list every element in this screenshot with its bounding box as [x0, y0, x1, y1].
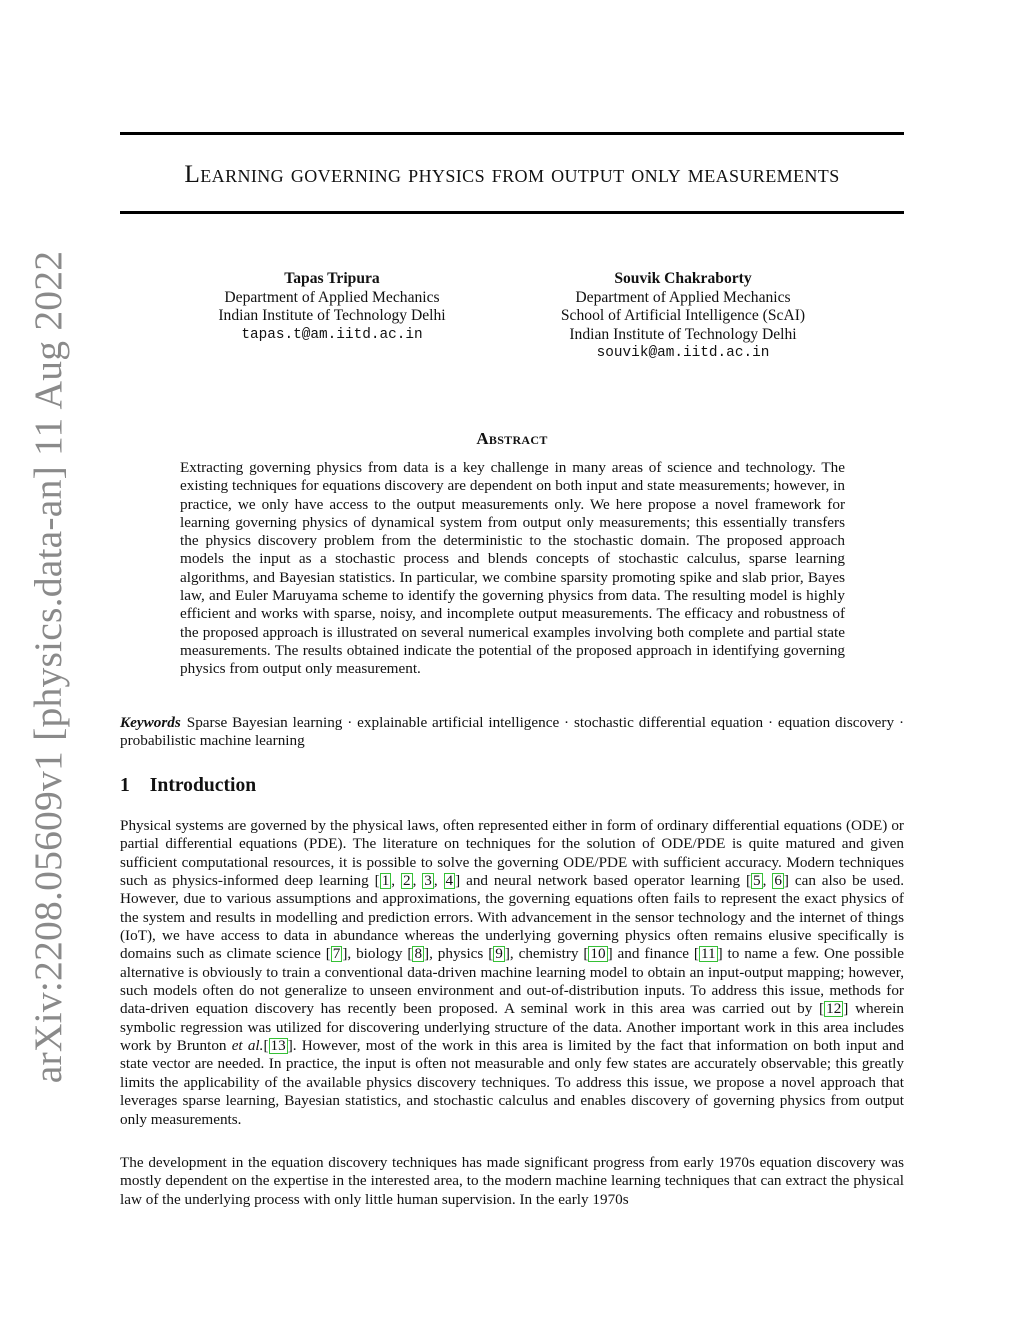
arxiv-identifier-stamp: [26, 250, 70, 1084]
abstract-text: Extracting governing physics from data is a key challenge in many areas of science and technology. The existing techniques for equations discovery are dependent on both input and state measurements; however, in practice, we only have access to the output measurements only. We here propose a novel framework for learning governing physics of dynamical system from output only measurements; this essentially transfers the physics discovery problem from the deterministic to the stochastic domain. The proposed approach models the input as a stochastic process and blends concepts of stochastic calculus, sparse learning algorithms, and Bayesian statistics. In particular, we combine sparsity promoting spike and slab prior, Bayes law, and Euler Maruyama scheme to identify the governing physics from data. The resulting model is highly efficient and works with sparse, noisy, and incomplete output measurements. The efficacy and robustness of the proposed approach is illustrated on several numerical examples involving both complete and partial state measurements. The results obtained indicate the potential of the proposed approach in identifying governing physics from output only measurement.: [180, 459, 845, 678]
author-block-1: [162, 270, 502, 344]
title-bottom-rule: [120, 211, 904, 214]
citation-link[interactable]: 11: [700, 945, 716, 963]
author-block-2: [513, 270, 853, 363]
keywords-line: [120, 714, 904, 751]
paragraph-text: ], chemistry [: [504, 945, 589, 963]
citation-link[interactable]: 10: [590, 945, 606, 963]
citation-link[interactable]: 3: [424, 872, 432, 890]
abstract-heading: Abstract: [476, 429, 548, 448]
author-affiliation: Indian Institute of Technology Delhi: [218, 307, 446, 324]
citation-link[interactable]: 5: [753, 872, 761, 890]
author-affiliation: Indian Institute of Technology Delhi: [569, 325, 797, 343]
title-top-rule: [120, 132, 904, 135]
citation-link[interactable]: 7: [332, 945, 341, 963]
section-title: Introduction: [149, 775, 257, 796]
citation-link[interactable]: 9: [495, 945, 503, 963]
citation-link[interactable]: 12: [826, 1000, 842, 1018]
keywords-label: Keywords: [120, 714, 181, 731]
author-affiliation: School of Artificial Intelligence (ScAI): [560, 307, 806, 324]
keywords-text: Sparse Bayesian learning · explainable artificial intelligence · stochastic differential equation · equation discovery · probabilistic machine learning: [120, 714, 904, 750]
author-affiliation: Department of Applied Mechanics: [224, 288, 440, 306]
et-al-italic: et al.: [231, 1037, 264, 1055]
paragraph-text: ], biology [: [342, 945, 413, 963]
author-email: tapas.t@am.iitd.ac.in: [241, 326, 423, 343]
paragraph-text: ], physics [: [424, 945, 494, 963]
citation-link[interactable]: 1: [381, 872, 390, 890]
arxiv-stamp-text: arXiv:2208.05609v1 [physics.data-an] 11 Aug 2022: [26, 250, 70, 1084]
paper-title: Learning governing physics from output only measurements: [184, 160, 840, 188]
section-number: 1: [120, 775, 130, 796]
paragraph-text: Physical systems are governed by the physical laws, often represented either in form of ordinary differential equations (ODE) or partial differential equations (PDE). The literature on techniques for the solution of ODE/PDE is quite matured and given sufficient computational resources, it is possible to solve the governing ODE/PDE with sufficient accuracy. Modern techniques such as physics-informed deep learning [: [120, 817, 904, 890]
paragraph-text: ] and neural network based operator learning [: [455, 872, 752, 890]
paragraph-text: ] can also be used. However, due to various assumptions and approximations, the governing equations often fails to represent the exact physics of the system and results in modelling and prediction errors. With advancement in the sensor technology and the internet of things (IoT), we have access to data in abundance whereas the underlying governing physics often remains elusive specifically is domains such as climate science [: [120, 872, 905, 963]
paragraph-text: ]. However, most of the work in this area is limited by the fact that information on both input and state vector are needed. In practice, the input is often not measurable and only few states are accurately observable; this greatly limits the applicability of the available physics discovery techniques. To address this issue, we propose a novel approach that leverages sparse learning, Bayesian statistics, and stochastic calculus and enables discovery of governing physics from output only measurements.: [120, 1037, 905, 1128]
author-name: Tapas Tripura: [284, 270, 380, 287]
citation-link[interactable]: 6: [774, 872, 782, 890]
citation-link[interactable]: 4: [445, 872, 454, 890]
intro-paragraph-2: The development in the equation discovery techniques has made significant progress from early 1970s equation discovery was mostly dependent on the expertise in the interested area, to the modern machine learning techniques that can extract the physical law of the underlying process with only little human supervision. In the early 1970s: [120, 1154, 904, 1208]
author-email: souvik@am.iitd.ac.in: [596, 345, 770, 361]
paragraph-text: ] wherein symbolic regression was utilized for discovering underlying structure of the data. Another important work in this area includes work by Brunton: [120, 1000, 904, 1055]
intro-paragraph-1: Physical systems are governed by the physical laws, often represented either in form of ordinary differential equations (ODE) or partial differential equations (PDE). The literature on techniques for the solution of ODE/PDE is quite matured and given sufficient computational resources, it is possible to solve the governing ODE/PDE with sufficient accuracy. Modern techniques such as physics-informed deep learning [ 1 , 2 , 3 , 4 ] and neural network based operator learning [ 5 , 6 ] can also be used. However, due to various assumptions and approximations, the governing equations often fails to represent the exact physics of the system and results in modelling and prediction errors. With advancement in the sensor technology and the internet of things (IoT), we have access to data in abundance whereas the underlying governing physics often remains elusive specifically is domains such as climate science [ 7 ], biology [ 8 ], physics [ 9 ], chemistry [ 10 ] and finance [ 11 ] to name a few. One possible alternative is obviously to train a conventional data-driven machine learning model to obtain an input-output mapping; however, such models often do not generalize to unseen environment and out-of-distribution inputs. To address this issue, methods for data-driven equation discovery has recently been proposed. A seminal work in this area was carried out by [ 12 ] wherein symbolic regression was utilized for discovering underlying structure of the data. Another important work in this area includes work by Brunton et al.[ 13 ]. However, most of the work in this area is limited by the fact that information on both input and state vector are needed. In practice, the input is often not measurable and only few states are accurately observable; this greatly limits the applicability of the available physics discovery techniques. To address this issue, we propose a novel approach that leverages sparse learning, Bayesian statistics, and stochastic calculus and enables discovery of governing physics from output only measurements.: [120, 817, 905, 1128]
paragraph-text: [: [263, 1037, 269, 1055]
author-name: Souvik Chakraborty: [614, 270, 752, 287]
paragraph-text: ] to name a few. One possible alternative is obviously to train a conventional data-driven machine learning model to obtain an input-output mapping; however, such models often do not generalize to unseen environment and out-of-distribution inputs. To address this issue, methods for data-driven equation discovery has recently been proposed. A seminal work in this area was carried out by [: [120, 945, 904, 1018]
citation-link[interactable]: 2: [402, 872, 411, 890]
author-affiliation: Department of Applied Mechanics: [575, 288, 791, 306]
citation-link[interactable]: 8: [414, 945, 423, 963]
section-heading: [120, 775, 256, 797]
citation-link[interactable]: 13: [270, 1037, 286, 1055]
paragraph-text: ] and finance [: [607, 945, 699, 963]
